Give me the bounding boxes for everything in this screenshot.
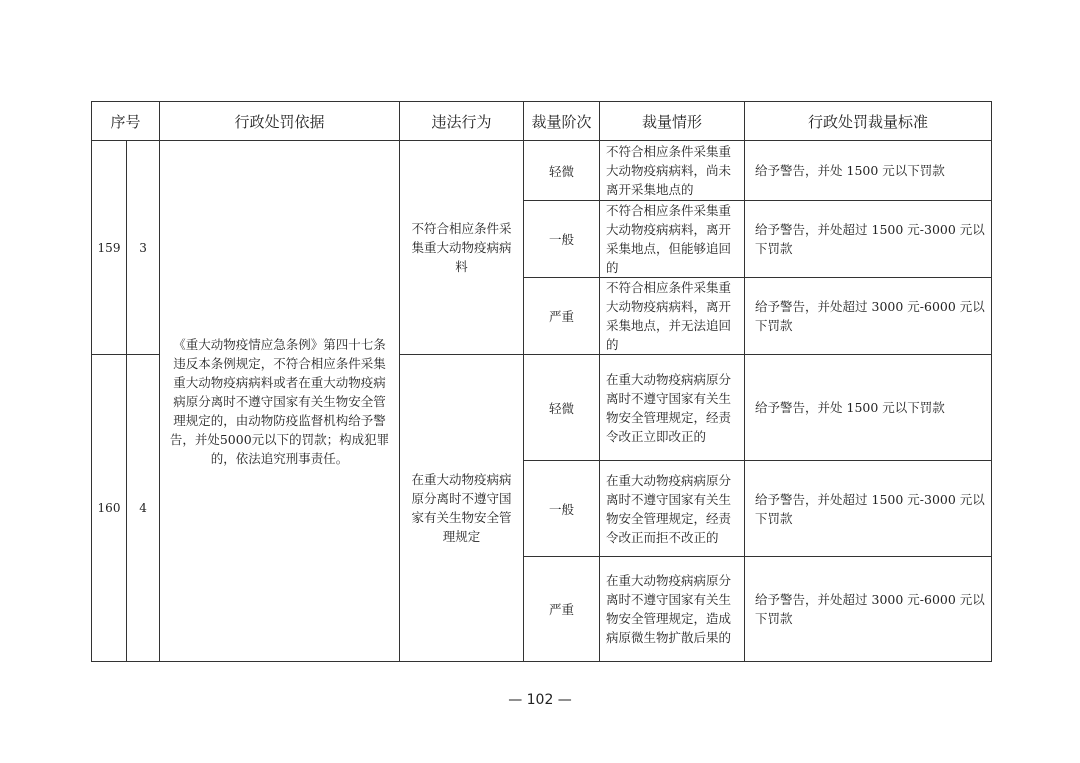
level-cell: 严重 bbox=[524, 557, 600, 662]
header-row bbox=[92, 102, 992, 141]
violation-text: 不符合相应条件采集重大动物疫病病料 bbox=[400, 141, 524, 355]
standard-cell: 给予警告，并处超过 1500 元-3000 元以下罚款 bbox=[745, 201, 992, 278]
standard-cell: 给予警告，并处超过 1500 元-3000 元以下罚款 bbox=[745, 461, 992, 557]
level-cell: 轻微 bbox=[524, 141, 600, 201]
page-number: — 102 — bbox=[508, 692, 572, 708]
header-seq: 序号 bbox=[92, 102, 160, 141]
situation-cell: 在重大动物疫病病原分离时不遵守国家有关生物安全管理规定，经责令改正而拒不改正的 bbox=[600, 461, 745, 557]
sub-number: 3 bbox=[127, 141, 160, 355]
level-cell: 轻微 bbox=[524, 355, 600, 461]
level-cell: 严重 bbox=[524, 278, 600, 355]
seq-number: 160 bbox=[92, 355, 127, 662]
violation-text: 在重大动物疫病病原分离时不遵守国家有关生物安全管理规定 bbox=[400, 355, 524, 662]
seq-number: 159 bbox=[92, 141, 127, 355]
sub-number: 4 bbox=[127, 355, 160, 662]
situation-cell: 不符合相应条件采集重大动物疫病病料，离开采集地点，并无法追回的 bbox=[600, 278, 745, 355]
situation-cell: 在重大动物疫病病原分离时不遵守国家有关生物安全管理规定，造成病原微生物扩散后果的 bbox=[600, 557, 745, 662]
penalty-basis: 《重大动物疫情应急条例》第四十七条 违反本条例规定，不符合相应条件采集重大动物疫病病料或者在重大动物疫病病原分离时不遵守国家有关生物安全管理规定的，由动物防疫监督机构给予警告，并处5000元以下的罚款；构成犯罪的，依法追究刑事责任。 bbox=[160, 141, 400, 662]
situation-cell: 不符合相应条件采集重大动物疫病病料，尚未离开采集地点的 bbox=[600, 141, 745, 201]
situation-cell: 不符合相应条件采集重大动物疫病病料，离开采集地点，但能够追回的 bbox=[600, 201, 745, 278]
standard-cell: 给予警告，并处 1500 元以下罚款 bbox=[745, 141, 992, 201]
level-cell: 一般 bbox=[524, 461, 600, 557]
standard-cell: 给予警告，并处超过 3000 元-6000 元以下罚款 bbox=[745, 278, 992, 355]
penalty-table bbox=[91, 101, 992, 662]
header-level: 裁量阶次 bbox=[524, 102, 600, 141]
standard-cell: 给予警告，并处超过 3000 元-6000 元以下罚款 bbox=[745, 557, 992, 662]
header-standard: 行政处罚裁量标准 bbox=[745, 102, 992, 141]
header-violation: 违法行为 bbox=[400, 102, 524, 141]
level-cell: 一般 bbox=[524, 201, 600, 278]
header-basis: 行政处罚依据 bbox=[160, 102, 400, 141]
standard-cell: 给予警告，并处 1500 元以下罚款 bbox=[745, 355, 992, 461]
table-row bbox=[92, 141, 992, 201]
header-situation: 裁量情形 bbox=[600, 102, 745, 141]
situation-cell: 在重大动物疫病病原分离时不遵守国家有关生物安全管理规定，经责令改正立即改正的 bbox=[600, 355, 745, 461]
